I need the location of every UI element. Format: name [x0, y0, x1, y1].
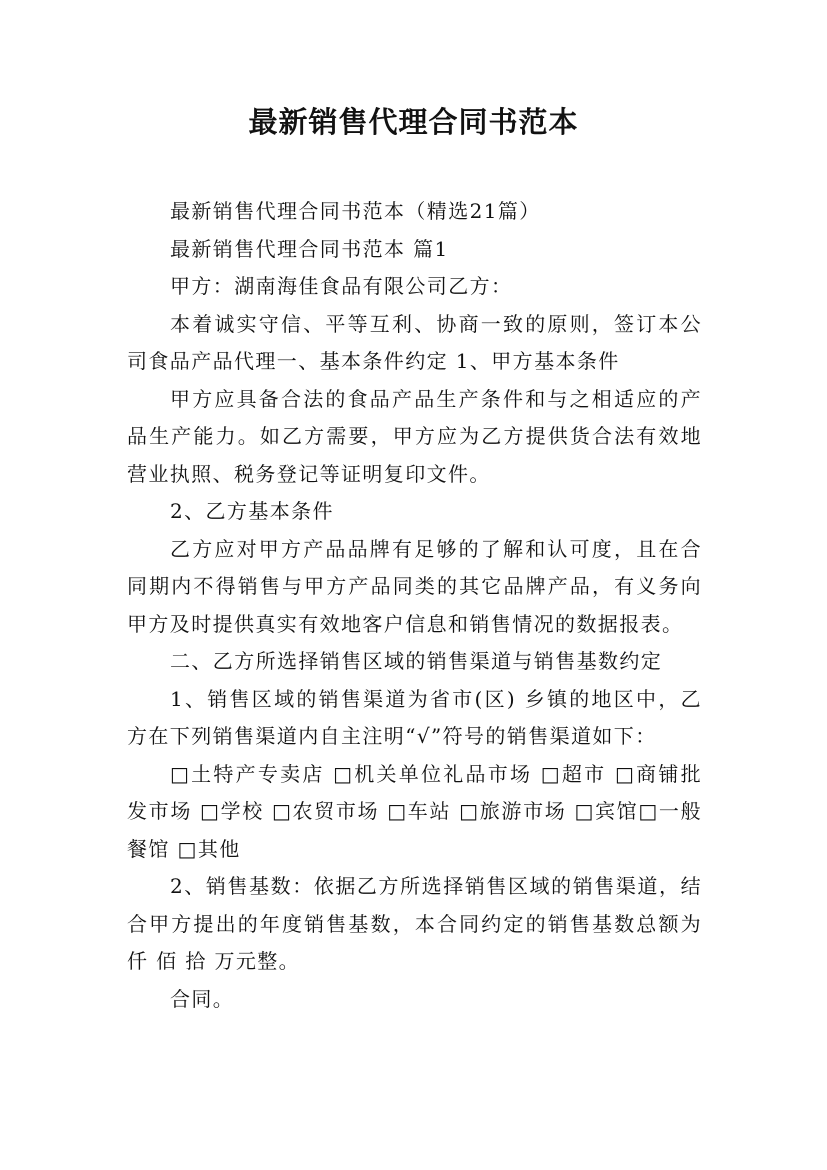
- paragraph-clause-two-heading: 二、乙方所选择销售区域的销售渠道与销售基数约定: [170, 649, 663, 673]
- paragraph-party-a-conditions: 甲方应具备合法的食品产品生产条件和与之相适应的产品生产能力。如乙方需要，甲方应为乙方提供货合法有效地营业执照、税务登记等证明复印文件。: [127, 386, 702, 486]
- paragraph-closing: 合同。: [170, 986, 235, 1011]
- paragraph-channel-checklist: □土特产专卖店 □机关单位礼品市场 □超市 □商铺批发市场 □学校 □农贸市场 □车站 □旅游市场 □宾馆□一般餐馆 □其他: [127, 761, 702, 861]
- paragraph-sales-region: 1、销售区域的销售渠道为省市(区) 乡镇的地区中，乙方在下列销售渠道内自主注明“√”符号的销售渠道如下：: [127, 686, 702, 748]
- document-title: 最新销售代理合同书范本: [248, 105, 579, 139]
- paragraph-party-b-conditions: 乙方应对甲方产品品牌有足够的了解和认可度，且在合同期内不得销售与甲方产品同类的其它品牌产品，有义务向甲方及时提供真实有效地客户信息和销售情况的数据报表。: [127, 536, 702, 636]
- paragraph-subtitle: 最新销售代理合同书范本（精选21篇）: [170, 199, 541, 223]
- paragraph-parties: 甲方：湖南海佳食品有限公司乙方：: [170, 274, 513, 298]
- paragraph-sales-base: 2、销售基数：依据乙方所选择销售区域的销售渠道，结合甲方提出的年度销售基数，本合同约定的销售基数总额为 仟 佰 拾 万元整。: [127, 874, 702, 973]
- document-body: [127, 193, 702, 1018]
- paragraph-principle: 本着诚实守信、平等互利、协商一致的原则，签订本公司食品产品代理一、基本条件约定 1、甲方基本条件: [127, 311, 702, 373]
- paragraph-section-heading: 最新销售代理合同书范本 篇1: [170, 236, 449, 261]
- paragraph-party-b-heading: 2、乙方基本条件: [170, 499, 334, 523]
